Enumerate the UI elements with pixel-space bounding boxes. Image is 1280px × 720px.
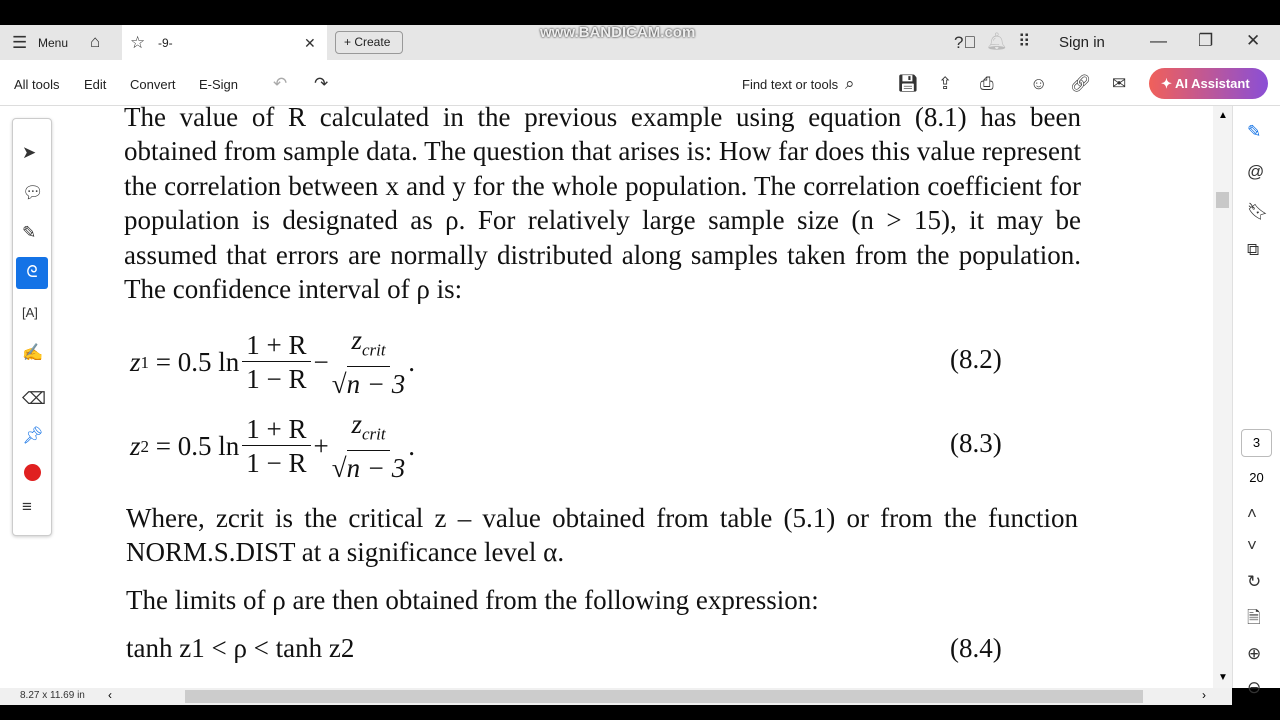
ai-assistant-label: AI Assistant [1175,76,1250,91]
restore-icon[interactable]: ❐ [1198,31,1214,50]
eq2-zden: n − 3 [346,453,406,484]
paragraph-2: Where, zcrit is the critical z – value obtained from table (5.1) or from the function NORM.S.DIST at a significance level α. [126,503,1078,568]
eq2-op: + [313,431,329,462]
close-window-icon[interactable]: ✕ [1246,31,1261,50]
esign-button[interactable]: E-Sign [199,77,239,92]
horizontal-scroll-thumb[interactable] [185,690,1143,703]
edit-pdf-icon[interactable]: ✎ [1247,122,1262,141]
right-sidebar [1232,106,1280,697]
sign-in-button[interactable]: Sign in [1059,34,1105,51]
mail-icon[interactable]: ✉ [1112,74,1127,93]
upload-icon[interactable]: ⇪ [938,74,953,93]
next-page-icon[interactable]: ˅ [1247,536,1257,555]
comment-icon[interactable]: @ [1247,162,1265,181]
eq2-sub: 2 [140,436,150,456]
undo-icon[interactable]: ↶ [273,74,288,93]
all-tools-button[interactable]: All tools [14,77,60,92]
select-tool-icon[interactable]: ➤ [22,143,37,162]
status-bar [0,688,1232,705]
eq1-op: − [313,347,329,378]
eq1-zden: n − 3 [346,369,406,400]
help-icon[interactable]: ?⃝ [954,33,977,52]
menu-button[interactable]: Menu [38,36,69,50]
create-label: Create [354,35,391,49]
ai-assistant-button[interactable]: ✦ AI Assistant [1149,68,1268,99]
comment-tool-icon[interactable]: 💬︎ [22,183,44,202]
eq2-tag: (8.3) [950,428,1002,458]
page-size: 8.27 x 11.69 in [20,690,85,701]
eq2-num: 1 + R [242,413,310,446]
eq1-tag: (8.2) [950,344,1002,374]
quick-tools-panel [12,118,52,536]
line-width-icon[interactable]: ≡ [22,497,32,516]
minimize-icon[interactable]: — [1150,31,1167,50]
tab-title: -9- [158,36,173,50]
bookmark-icon[interactable]: 🔖︎ [1247,202,1269,221]
star-icon[interactable]: ☆ [130,33,146,52]
eq2-lhs: z [130,431,141,462]
equation-8-3: z 2 = 0.5 ln $\frac{1 + R}{1 - R}$ + $\frac{z_{crit}}{√n - 3}$ . [130,409,416,484]
find-input[interactable]: Find text or tools [742,77,839,92]
zoom-out-icon[interactable]: ⊖ [1247,678,1262,697]
redo-icon[interactable]: ↷ [314,74,329,93]
text-select-icon[interactable]: [A] [22,305,38,320]
pin-icon[interactable]: 📌︎ [22,426,44,445]
eq1-lhs: z [130,347,141,378]
equation-8-2: z 1 = 0.5 ln $\frac{1 + R}{1 - R}$ − $\frac{z_{crit}}{√n - 3}$ . [130,325,416,400]
document-view[interactable] [0,106,1213,688]
rotate-icon[interactable]: ↻ [1247,572,1262,591]
eq2-zsub: crit [361,424,386,444]
close-tab-icon[interactable]: ✕ [304,35,316,51]
eq1-zsub: crit [361,340,386,360]
page-total: 20 [1249,470,1264,485]
pages-icon[interactable]: ⧉ [1247,240,1260,259]
eq1-coef: = 0.5 ln [155,347,240,378]
vertical-scrollbar[interactable] [1213,106,1232,688]
scroll-thumb[interactable] [1216,192,1229,208]
eq1-znum: z [351,325,362,355]
scroll-right-icon[interactable]: › [1202,688,1206,702]
eq2-coef: = 0.5 ln [155,431,240,462]
paragraph-3: The limits of ρ are then obtained from the following expression: [126,585,819,615]
page-number-input[interactable]: 3 [1241,429,1272,457]
search-icon[interactable]: ⌕ [845,74,855,93]
link-icon[interactable]: 🔗︎ [1070,74,1092,93]
apps-icon[interactable]: ⠿ [1018,32,1031,51]
convert-button[interactable]: Convert [130,77,176,92]
save-icon[interactable]: 💾︎ [897,74,919,93]
scroll-up-icon[interactable]: ▲ [1218,110,1228,121]
highlight-tool-icon[interactable]: ✎ [22,223,37,242]
color-swatch-red[interactable] [24,464,41,481]
bell-icon[interactable]: 🔔︎ [986,32,1008,51]
document-tab[interactable] [122,25,327,60]
eq1-den: 1 − R [246,364,307,395]
scroll-left-icon[interactable]: ‹ [108,688,112,702]
draw-tool-button[interactable]: ᘓ [16,257,48,289]
prev-page-icon[interactable]: ˄ [1247,504,1257,523]
paragraph-1: The value of R calculated in the previous example using equation (8.1) has been obtained from sample data. The question that arises is: How far does this value represent the correlation between x and y for the whole population. The correlation coefficient for population is designated as ρ. For relatively large sample size (n > 15), it may be assumed that errors are normally distributed along samples taken from the population. The confidence interval of ρ is: [124,106,1081,305]
page-fit-icon[interactable]: 🗎︎ [1247,608,1261,627]
share-user-icon[interactable]: ☺ [1030,74,1048,93]
eq2-znum: z [351,409,362,439]
eq4-tag: (8.4) [950,633,1002,663]
scroll-down-icon[interactable]: ▼ [1218,672,1228,683]
eq1-sub: 1 [140,352,150,372]
eq1-num: 1 + R [242,329,310,362]
toolbar [0,60,1280,106]
eq2-den: 1 − R [246,448,307,479]
edit-button[interactable]: Edit [84,77,107,92]
print-icon[interactable]: ⎙ [980,74,994,93]
fill-sign-icon[interactable]: ✍ [22,343,44,362]
create-button[interactable]: + Create [335,31,403,54]
watermark: www.BANDICAM.com [540,24,696,41]
home-icon[interactable]: ⌂ [90,32,101,51]
eraser-icon[interactable]: ⌫ [22,389,47,408]
zoom-in-icon[interactable]: ⊕ [1247,644,1262,663]
hamburger-icon[interactable]: ☰ [12,33,28,52]
equation-8-4: tanh z1 < ρ < tanh z2 [126,633,355,663]
